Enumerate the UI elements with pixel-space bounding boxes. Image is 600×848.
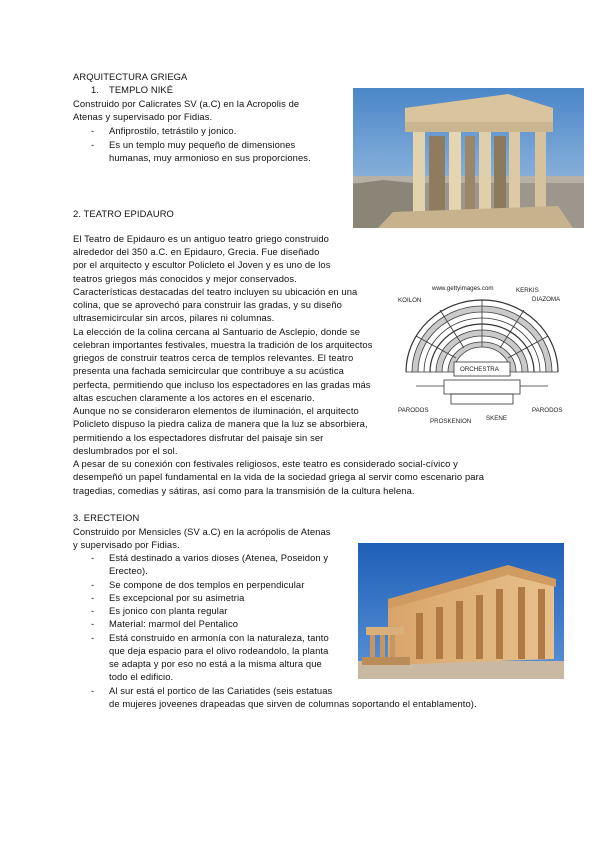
section3-bullet: Material: marmol del Pentalico xyxy=(109,618,239,629)
section2-line: griegos de construir teatros cerca de templos relevantes. El teatro xyxy=(73,352,354,363)
section3-bullet-cont: todo el edificio. xyxy=(109,671,174,682)
section1-intro-line: Atenas y supervisado por Fidias. xyxy=(73,111,213,122)
theatre-plan-diagram xyxy=(396,284,568,425)
section3-bullet-cont: se adapta y por eso no está a la misma altura que xyxy=(109,658,322,669)
section2-line: presenta una fachada semicircular que contribuye a su acústica xyxy=(73,365,344,376)
temple-nike-photo xyxy=(353,88,584,228)
diagram-label-orchestra: ORCHESTRA xyxy=(460,366,499,373)
section2-line: por el arquitecto y escultor Policleto el Joven y es uno de los xyxy=(73,259,331,270)
section2-line: celebran importantes festivales, muestra la tradición de los arquitectos xyxy=(73,339,373,350)
section2-line: desempeñó un papel fundamental en la vida de la sociedad griega al servir como escenario para xyxy=(73,471,485,482)
section2-line: Características destacadas del teatro incluyen su ubicación en una xyxy=(73,286,358,297)
erecteion-photo xyxy=(358,543,564,679)
bullet-marker: - xyxy=(91,685,95,696)
diagram-label-proskenion: PROSKENION xyxy=(430,418,472,425)
section2-line: Aunque no se consideraron elementos de iluminación, el arquitecto xyxy=(73,405,359,416)
section3-bullet: Es jonico con planta regular xyxy=(109,605,228,616)
section3-bullet-cont: de mujeres joveenes drapeadas que sirven de columnas soportando el entablamento). xyxy=(109,698,477,709)
section3-bullet: Es excepcional por su asimetria xyxy=(109,592,245,603)
section2-line: alrededor del 350 a.C. en Epidauro, Grecia. Fue diseñado xyxy=(73,246,320,257)
section2-line: La elección de la colina cercana al Santuario de Asclepio, donde se xyxy=(73,326,361,337)
section3-bullet: Está destinado a varios dioses (Atenea, Poseidon y xyxy=(109,552,329,563)
section3-intro-line: y supervisado por Fidias. xyxy=(73,539,180,550)
section1-heading: TEMPLO NIKÉ xyxy=(109,84,174,95)
bullet-marker: - xyxy=(91,579,95,590)
diagram-label-diazoma: DIAZOMA xyxy=(532,296,561,303)
section1-number: 1. xyxy=(91,84,100,95)
section3-bullet: Se compone de dos templos en perpendicular xyxy=(109,579,305,590)
section2-line: deslumbrados por el sol. xyxy=(73,445,178,456)
section3-bullet: Al sur está el portico de las Cariatides (seis estatuas xyxy=(109,685,333,696)
section2-line: teatros griegos más conocidos y mejor conservados. xyxy=(73,273,297,284)
section2-line: ultrasemicircular sin arcos, pilares ni columnas. xyxy=(73,312,275,323)
section2-line: tragedias, comedias y sátiras, así como para la transmisión de la cultura helena. xyxy=(73,485,415,496)
section1-bullet-cont: humanas, muy armonioso en sus proporciones. xyxy=(109,152,311,163)
diagram-label-parodos-left: PARODOS xyxy=(398,407,429,414)
bullet-marker: - xyxy=(91,618,95,629)
diagram-website-label: www.gettyimages.com xyxy=(432,285,494,292)
section2-line: A pesar de su conexión con festivales religiosos, este teatro es considerado social-cívico y xyxy=(73,458,458,469)
bullet-marker: - xyxy=(91,592,95,603)
bullet-marker: - xyxy=(91,125,95,136)
diagram-label-parodos-right: PARODOS xyxy=(532,407,563,414)
diagram-label-skene: SKENE xyxy=(486,415,507,422)
section2-line: colina, que se aprovechó para construir las gradas, y su diseño xyxy=(73,299,342,310)
section2-line: El Teatro de Epidauro es un antiguo teatro griego construido xyxy=(73,233,329,244)
bullet-marker: - xyxy=(91,139,95,150)
section1-intro-line: Construido por Calicrates SV (a.C) en la Acropolis de xyxy=(73,98,300,109)
section3-bullet: Está construido en armonía con la naturaleza, tanto xyxy=(109,632,329,643)
bullet-marker: - xyxy=(91,605,95,616)
bullet-marker: - xyxy=(91,552,95,563)
section3-heading: 3. ERECTEION xyxy=(73,512,140,523)
section3-bullet-cont: Erecteo). xyxy=(109,565,148,576)
section3-bullet-cont: que deja espacio para el olivo rodeandolo, la planta xyxy=(109,645,329,656)
section2-line: perfecta, permitiendo que incluso los espectadores en las gradas más xyxy=(73,379,371,390)
section2-line: altas escuchen claramente a los actores en el escenario. xyxy=(73,392,315,403)
section1-bullet: Anfiprostilo, tetrástilo y jonico. xyxy=(109,125,237,136)
section1-bullet: Es un templo muy pequeño de dimensiones xyxy=(109,139,296,150)
section2-line: permitiendo a los espectadores disfrutar del paisaje sin ser xyxy=(73,432,324,443)
section3-intro-line: Construido por Mensicles (SV a.C) en la acrópolis de Atenas xyxy=(73,526,331,537)
section2-line: Policleto dispuso la piedra caliza de manera que la luz se absorbiera, xyxy=(73,418,368,429)
document-title: ARQUITECTURA GRIEGA xyxy=(73,71,188,82)
section2-heading: 2. TEATRO EPIDAURO xyxy=(73,208,174,219)
bullet-marker: - xyxy=(91,632,95,643)
diagram-label-koilon: KOILON xyxy=(398,297,422,304)
diagram-label-kerkis: KERKIS xyxy=(516,287,539,294)
